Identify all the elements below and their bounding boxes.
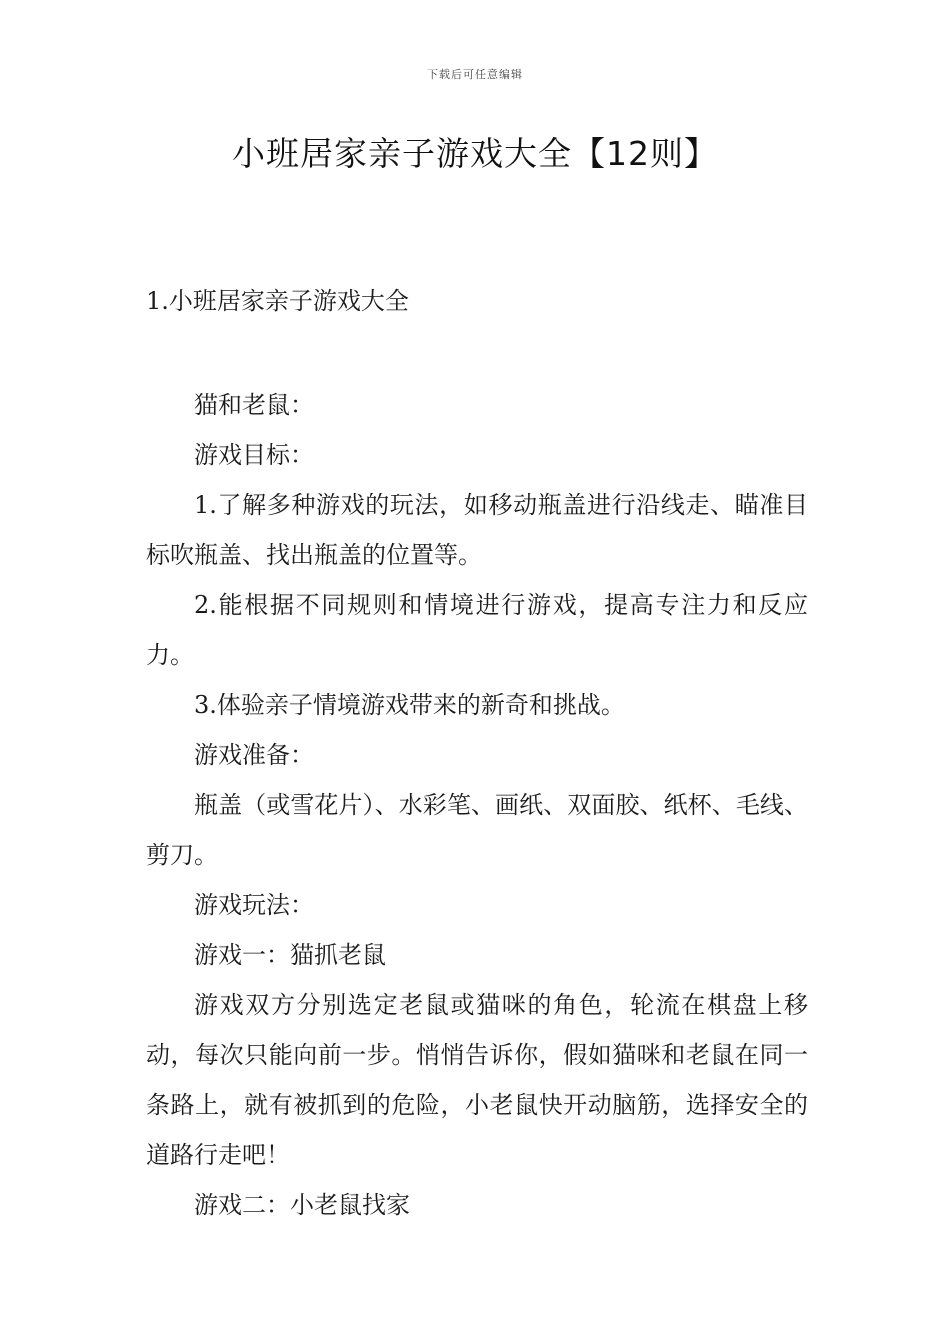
paragraph-game-1-description: 游戏双方分别选定老鼠或猫咪的角色，轮流在棋盘上移动，每次只能向前一步。悄悄告诉你，假如猫咪和老鼠在同一条路上，就有被抓到的危险，小老鼠快开动脑筋，选择安全的道路行走吧！ xyxy=(146,991,808,1169)
document-title: 小班居家亲子游戏大全【12则】 xyxy=(232,134,718,173)
paragraph-goal-2: 2.能根据不同规则和情境进行游戏，提高专注力和反应力。 xyxy=(146,591,808,669)
paragraph-play-heading: 游戏玩法： xyxy=(194,891,314,919)
paragraph-prep-materials: 瓶盖（或雪花片）、水彩笔、画纸、双面胶、纸杯、毛线、剪刀。 xyxy=(146,791,808,869)
paragraph-game-2-title: 游戏二：小老鼠找家 xyxy=(194,1191,410,1219)
section-heading: 1.小班居家亲子游戏大全 xyxy=(146,287,409,315)
paragraph-goal-3: 3.体验亲子情境游戏带来的新奇和挑战。 xyxy=(194,691,625,719)
page-header-note: 下载后可任意编辑 xyxy=(427,68,523,81)
paragraph-goal-heading: 游戏目标： xyxy=(194,441,314,469)
paragraph-cat-and-mouse: 猫和老鼠： xyxy=(194,391,314,419)
document-body xyxy=(146,276,808,1230)
spacer xyxy=(146,326,808,380)
paragraph-goal-1: 1.了解多种游戏的玩法，如移动瓶盖进行沿线走、瞄准目标吹瓶盖、找出瓶盖的位置等。 xyxy=(146,491,808,569)
paragraph-prep-heading: 游戏准备： xyxy=(194,741,314,769)
paragraph-game-1-title: 游戏一：猫抓老鼠 xyxy=(194,941,386,969)
